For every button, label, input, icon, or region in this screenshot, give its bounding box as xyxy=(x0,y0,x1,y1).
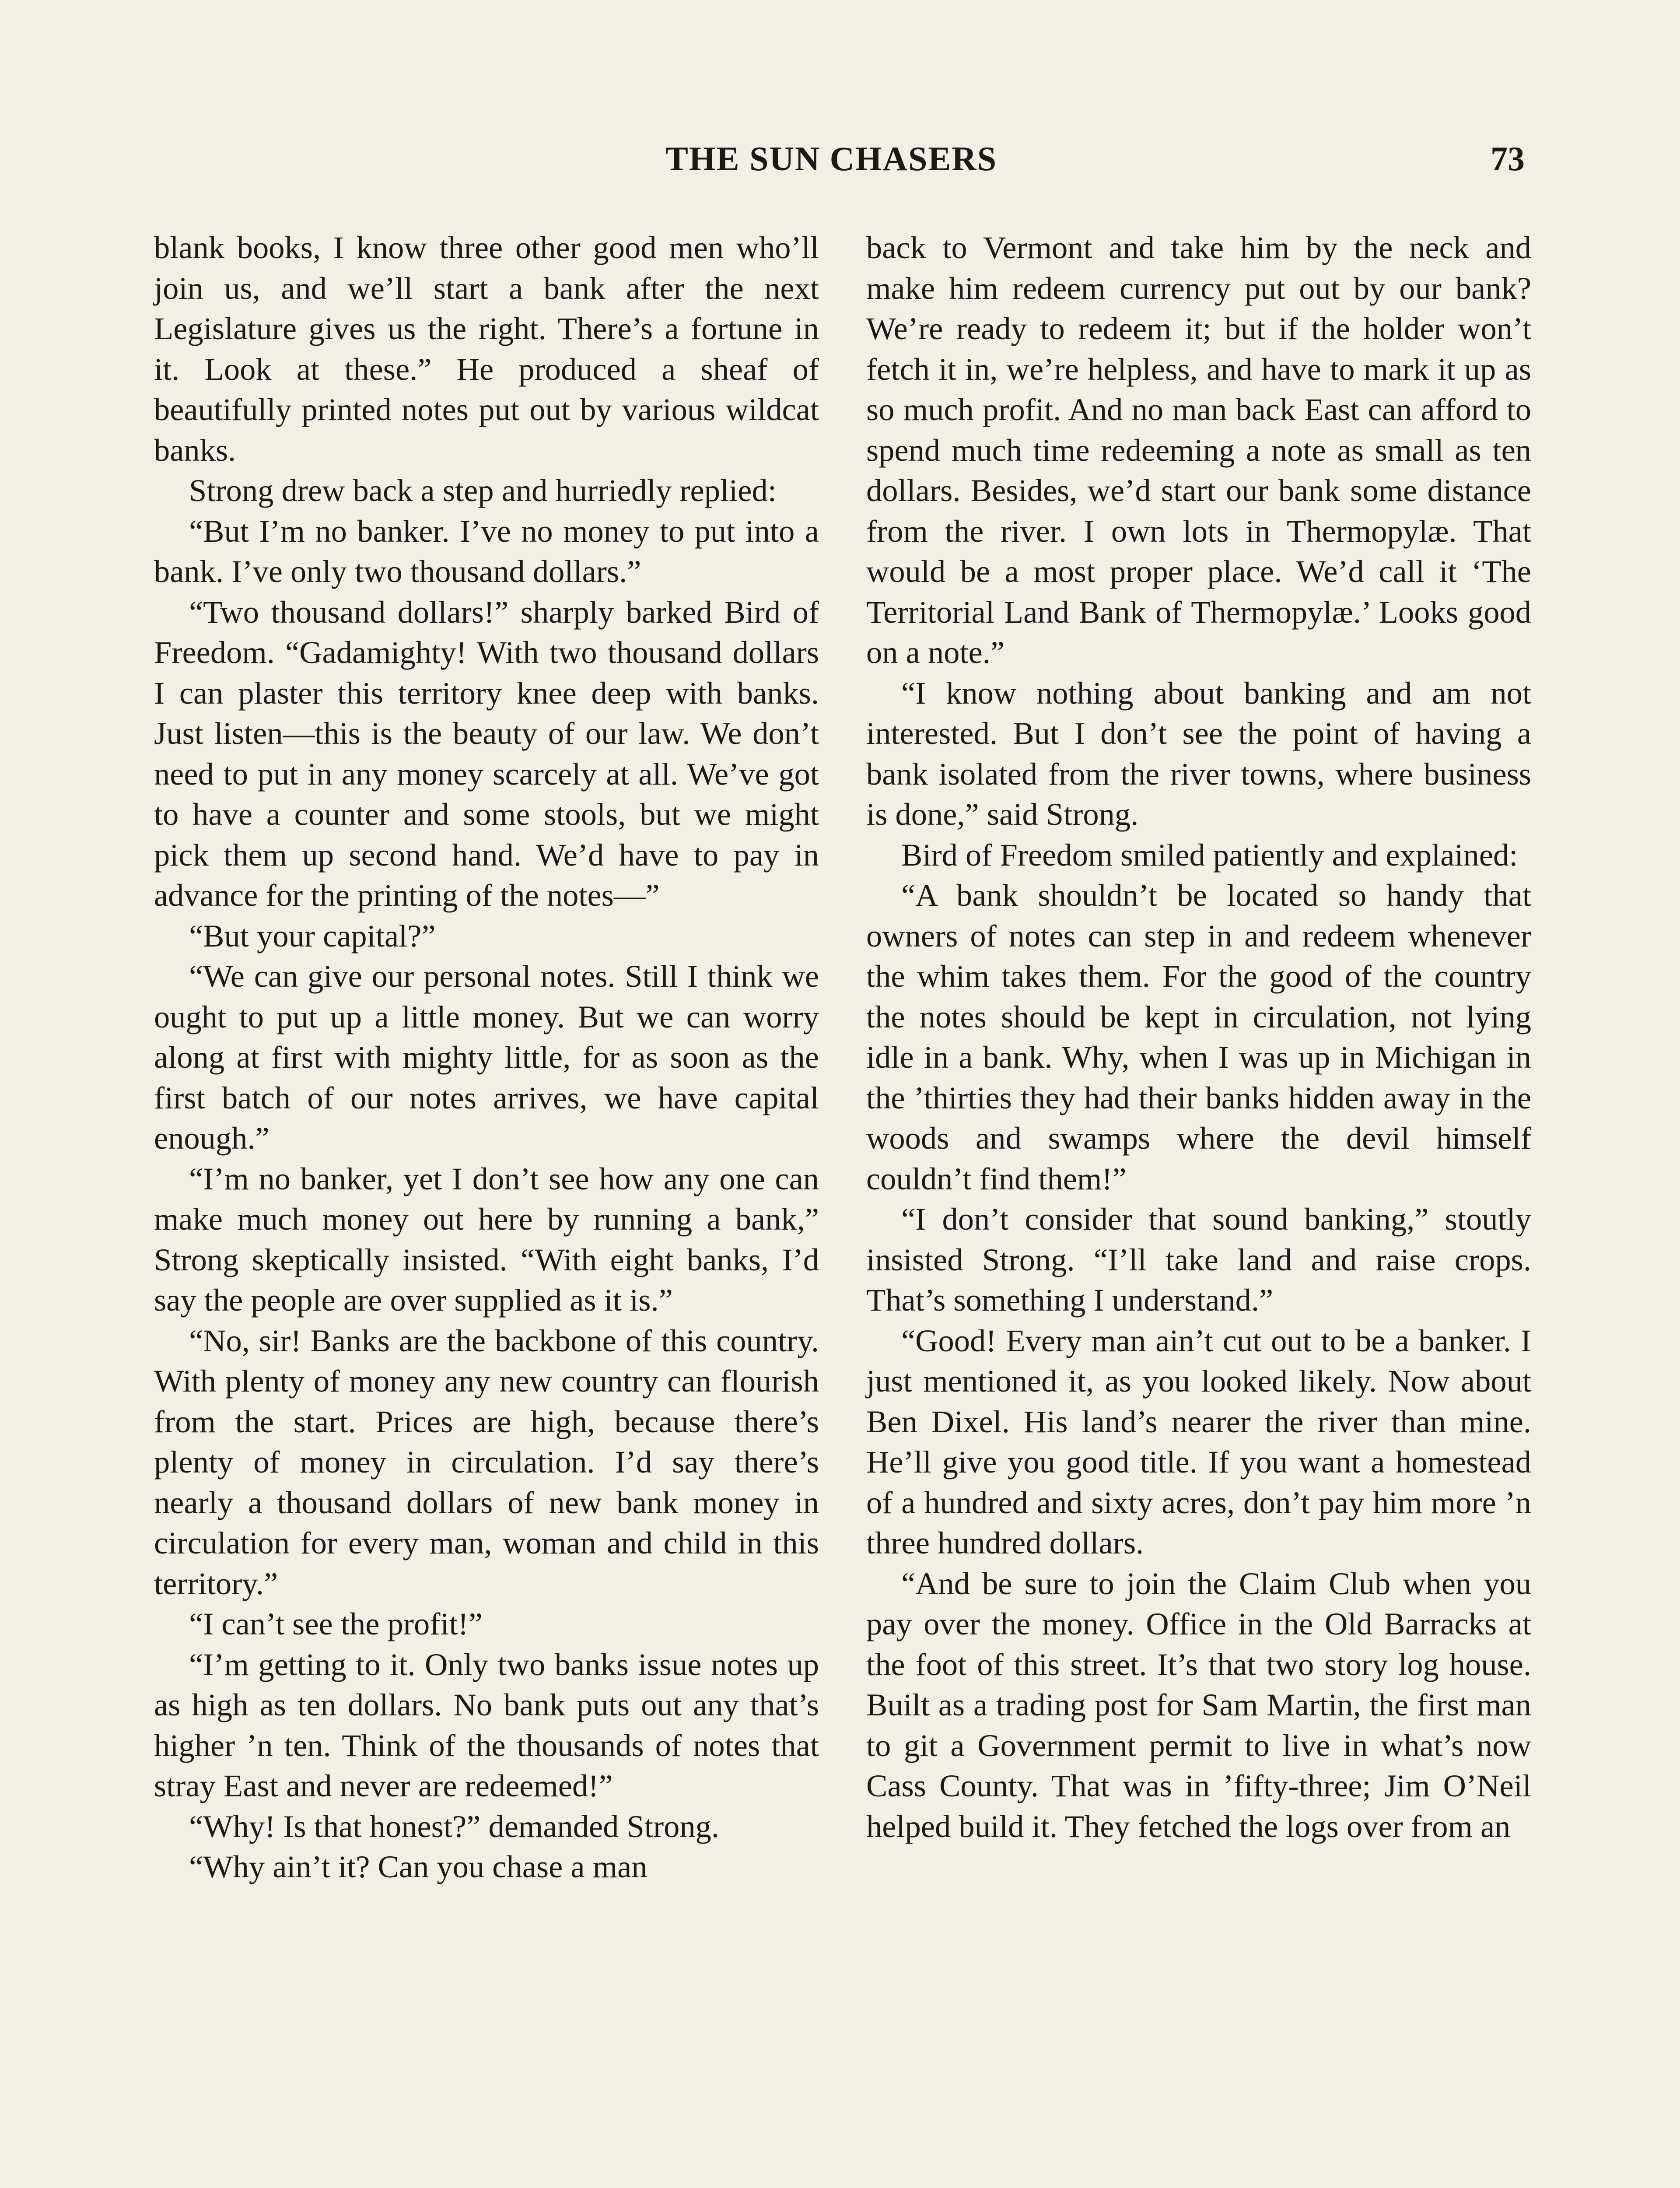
paragraph: back to Vermont and take him by the neck and make him redeem currency put out by our bank? We’re ready to redeem it; but if the holder won’t fetch it in, we’re helpless, and have to mark it up as so much profit. And no man back East can afford to spend much time redeeming a note as small as ten dollars. Besides, we’d start our bank some distance from the river. I own lots in Thermopylæ. That would be a most proper place. We’d call it ‘The Territorial Land Bank of Thermopylæ.’ Looks good on a note.” xyxy=(866,230,1531,670)
paragraph: “And be sure to join the Claim Club when you pay over the money. Office in the Old Barracks at the foot of this street. It’s that two story log house. Built as a trading post for Sam Martin, the first man to git a Government permit to live in what’s now Cass County. That was in ’fifty-three; Jim O’Neil helped build it. They fetched the logs over from an xyxy=(866,1565,1531,1844)
right-column xyxy=(866,228,1531,1847)
paragraph: “Good! Every man ain’t cut out to be a banker. I just mentioned it, as you looked likely. Now about Ben Dixel. His land’s nearer the river than mine. He’ll give you good title. If you want a homestead of a hundred and sixty acres, don’t pay him more ’n three hundred dollars. xyxy=(866,1322,1531,1560)
paragraph: “I can’t see the profit!” xyxy=(189,1606,483,1641)
paragraph: “I know nothing about banking and am not interested. But I don’t see the point of having a bank isolated from the river towns, where business is done,” said Strong. xyxy=(866,675,1531,832)
paragraph: Strong drew back a step and hurriedly replied: xyxy=(189,473,777,508)
page-number: 73 xyxy=(1491,140,1525,178)
paragraph: “Why! Is that honest?” demanded Strong. xyxy=(189,1808,720,1844)
paragraph: “I’m no banker, yet I don’t see how any one can make much money out here by running a bank,” Strong skeptically insisted. “With eight banks, I’d say the people are over supplied as it is.” xyxy=(154,1161,819,1318)
paragraph: blank books, I know three other good men who’ll join us, and we’ll start a bank after the next Legislature gives us the right. There’s a fortune in it. Look at these.” He produced a sheaf of beautifully printed notes put out by various wildcat banks. xyxy=(154,230,819,468)
paragraph: “I don’t consider that sound banking,” stoutly insisted Strong. “I’ll take land and raise crops. That’s something I understand.” xyxy=(866,1201,1531,1318)
paragraph: “I’m getting to it. Only two banks issue notes up as high as ten dollars. No bank puts out any that’s higher ’n ten. Think of the thousands of notes that stray East and never are redeemed!” xyxy=(154,1646,819,1803)
paragraph: “Two thousand dollars!” sharply barked Bird of Freedom. “Gadamighty! With two thousand dollars I can plaster this territory knee deep with banks. Just listen—this is the beauty of our law. We don’t need to put in any money scarcely at all. We’ve got to have a counter and some stools, but we might pick them up second hand. We’d have to pay in advance for the printing of the notes—” xyxy=(154,594,819,913)
paragraph: “A bank shouldn’t be located so handy that owners of notes can step in and redeem whenever the whim takes them. For the good of the country the notes should be kept in circulation, not lying idle in a bank. Why, when I was up in Michigan in the ’thirties they had their banks hidden away in the woods and swamps where the devil himself couldn’t find them!” xyxy=(866,877,1531,1196)
left-column xyxy=(154,228,819,1887)
paragraph: “But your capital?” xyxy=(189,918,436,954)
paragraph: Bird of Freedom smiled patiently and explained: xyxy=(901,837,1518,873)
paragraph: “No, sir! Banks are the backbone of this country. With plenty of money any new country can flourish from the start. Prices are high, because there’s plenty of money in circulation. I’d say there’s nearly a thousand dollars of new bank money in circulation for every man, woman and child in this territory.” xyxy=(154,1322,819,1601)
running-title: THE SUN CHASERS xyxy=(665,140,998,178)
running-head xyxy=(0,139,1680,179)
paragraph: “But I’m no banker. I’ve no money to put into a bank. I’ve only two thousand dollars.” xyxy=(154,513,819,589)
paragraph: “We can give our personal notes. Still I think we ought to put up a little money. But we can worry along at first with mighty little, for as soon as the first batch of our notes arrives, we have capital enough.” xyxy=(154,958,819,1156)
paragraph: “Why ain’t it? Can you chase a man xyxy=(189,1849,648,1884)
